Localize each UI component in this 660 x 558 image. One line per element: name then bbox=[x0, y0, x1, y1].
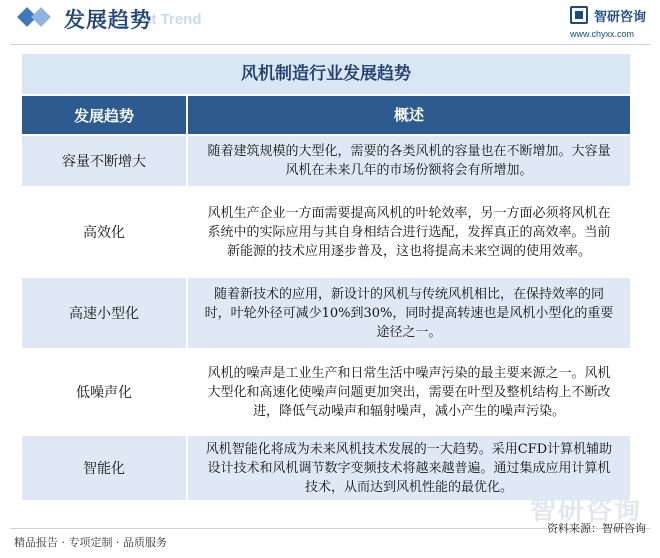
trend-desc: 风机的噪声是工业生产和日常生活中噪声污染的最主要来源之一。风机大型化和高速化使噪声问题更加突出，需要在叶型及整机结构上不断改进，降低气动噪声和辐射噪声，减小产生的噪声污染。 bbox=[188, 350, 630, 434]
trend-name: 低噪声化 bbox=[76, 385, 132, 401]
header-subtitle: ent Trend bbox=[134, 11, 202, 28]
page-title: 发展趋势 bbox=[64, 8, 152, 32]
brand-name: 智研咨询 bbox=[594, 10, 647, 25]
trend-desc: 随着新技术的应用，新设计的风机与传统风机相比，在保持效率的同时，叶轮外径可减少10%到30%，同时提高转速也是风机小型化的重要途径之一。 bbox=[188, 278, 630, 348]
trend-desc: 随着建筑规模的大型化，需要的各类风机的容量也在不断增加。大容量风机在未来几年的市场份额将会有所增加。 bbox=[188, 136, 630, 186]
page-header bbox=[0, 0, 660, 38]
divider bbox=[10, 44, 650, 45]
table-row bbox=[22, 134, 630, 186]
header-desc: 概述 bbox=[188, 96, 630, 134]
table-title: 风机制造行业发展趋势 bbox=[22, 54, 630, 94]
table-header-row bbox=[22, 94, 630, 134]
header-trend: 发展趋势 bbox=[22, 96, 186, 134]
trend-desc: 风机生产企业一方面需要提高风机的叶轮效率，另一方面必须将风机在系统中的实际应用与其自身相结合进行选配，发挥真正的高效率。当前新能源的技术应用逐步普及，这也将提高未来空调的使用效率。 bbox=[188, 188, 630, 276]
data-source: 资料来源：智研咨询 bbox=[547, 522, 646, 535]
trend-name: 高速小型化 bbox=[69, 306, 139, 322]
trend-name: 高效化 bbox=[83, 225, 125, 241]
trend-table bbox=[22, 54, 630, 500]
table-row bbox=[22, 348, 630, 434]
trend-name: 容量不断增大 bbox=[62, 154, 146, 170]
logo-icon bbox=[570, 6, 588, 24]
trend-name: 智能化 bbox=[83, 461, 125, 477]
table-row bbox=[22, 276, 630, 348]
watermark: 智研咨询 bbox=[529, 496, 642, 526]
diamond-icon bbox=[31, 7, 51, 27]
brand-url: www.chyxx.com bbox=[570, 29, 635, 39]
trend-desc: 风机智能化将成为未来风机技术发展的一大趋势。采用CFD计算机辅助设计技术和风机调节数字变频技术将越来越普遍。通过集成应用计算机技术，从而达到风机性能的最优化。 bbox=[188, 436, 630, 500]
table-row bbox=[22, 186, 630, 276]
footer-slogan: 精品报告 · 专项定制 · 品质服务 bbox=[14, 536, 167, 549]
